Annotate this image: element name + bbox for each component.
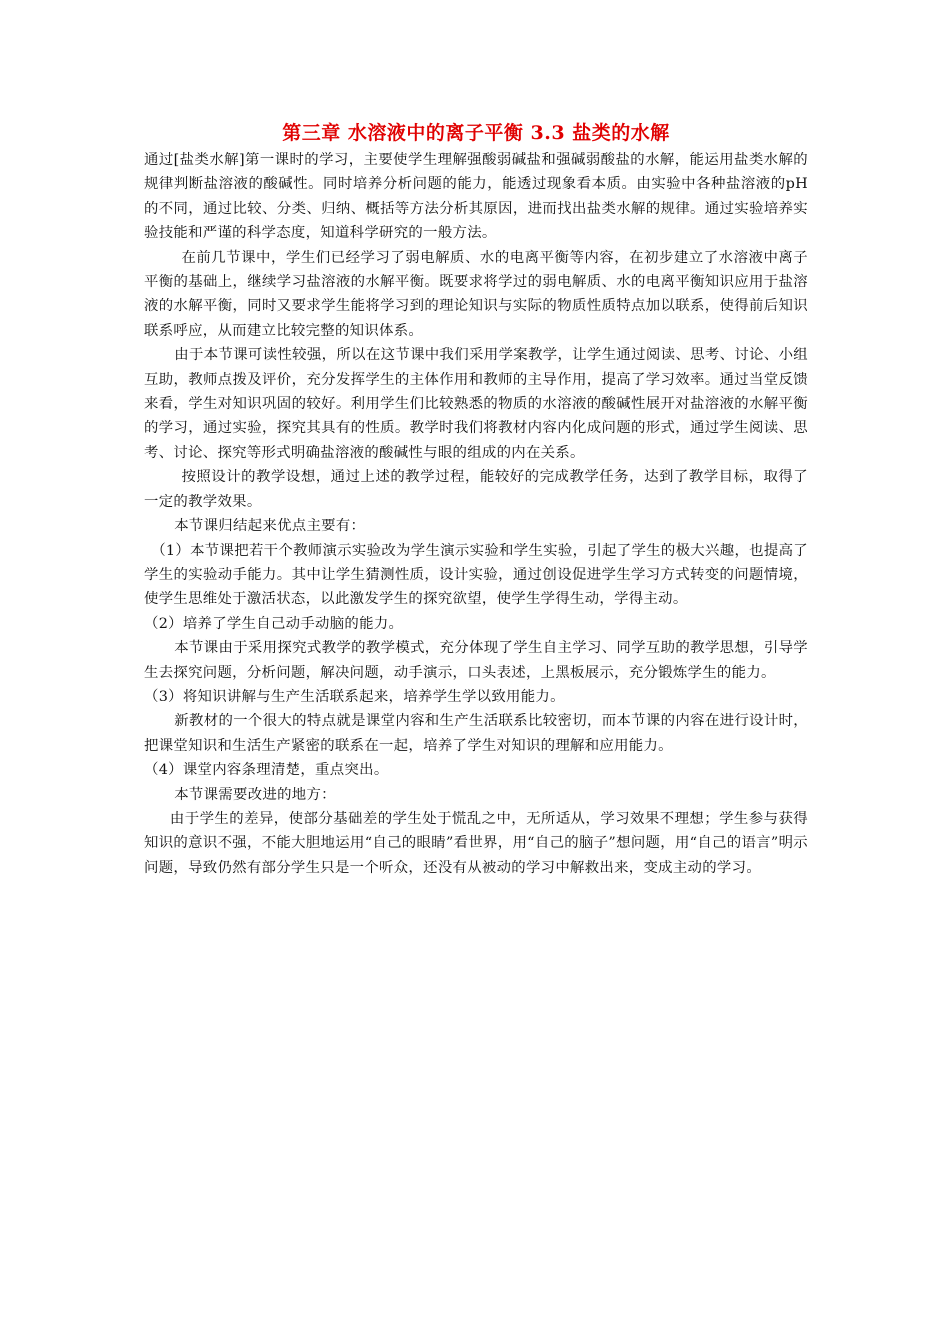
- list-item-4: （4）课堂内容条理清楚，重点突出。: [144, 762, 389, 779]
- paragraph-item-2-detail: 本节课由于采用探究式教学的教学模式，充分体现了学生自主学习、同学互助的教学思想，引导学生去探究问题，分析问题，解决问题，动手演示，口头表述，上黑板展示，充分锻炼学生的能力。: [144, 640, 808, 681]
- paragraph-advantages-heading: 本节课归结起来优点主要有：: [174, 518, 366, 535]
- paragraph-improvements: 由于学生的差异，使部分基础差的学生处于慌乱之中，无所适从，学习效果不理想；学生参与获得知识的意识不强，不能大胆地运用“自己的眼睛”看世界，用“自己的脑子”想问题，用“自己的语言”明示问题，导致仍然有部分学生只是一个听众，还没有从被动的学习中解救出来，变成主动的学习。: [144, 810, 808, 876]
- paragraph-item-3-detail: 新教材的一个很大的特点就是课堂内容和生产生活联系比较密切，而本节课的内容在进行设计时，把课堂知识和生活生产紧密的联系在一起，培养了学生对知识的理解和应用能力。: [144, 713, 808, 754]
- paragraph-intro: 通过[盐类水解]第一课时的学习，主要使学生理解强酸弱碱盐和强碱弱酸盐的水解，能运用盐类水解的规律判断盐溶液的酸碱性。同时培养分析问题的能力，能透过现象看本质。由实验中各种盐溶液的pH的不同，通过比较、分类、归纳、概括等方法分析其原因，进而找出盐类水解的规律。通过实验培养实验技能和严谨的科学态度，知道科学研究的一般方法。: [144, 152, 808, 242]
- list-item-3: （3）将知识讲解与生产生活联系起来，培养学生学以致用能力。: [144, 688, 565, 705]
- paragraph-improvements-heading: 本节课需要改进的地方：: [174, 786, 336, 803]
- list-item-2: （2）培养了学生自己动手动脑的能力。: [144, 615, 404, 632]
- list-item-1: （1）本节课把若干个教师演示实验改为学生演示实验和学生实验，引起了学生的极大兴趣，也提高了学生的实验动手能力。其中让学生猜测性质，设计实验，通过创设促进学生学习方式转变的问题情境，使学生思维处于激活状态，以此激发学生的探究欲望，使学生学得生动，学得主动。: [144, 542, 808, 608]
- page-title: 第三章 水溶液中的离子平衡 3.3 盐类的水解: [282, 122, 670, 144]
- paragraph-method: 由于本节课可读性较强，所以在这节课中我们采用学案教学，让学生通过阅读、思考、讨论、小组互助，教师点拨及评价，充分发挥学生的主体作用和教师的主导作用，提高了学习效率。通过当堂反馈来看，学生对知识巩固的较好。利用学生们比较熟悉的物质的水溶液的酸碱性展开对盐溶液的水解平衡的学习，通过实验，探究其具有的性质。教学时我们将教材内容内化成问题的形式，通过学生阅读、思考、讨论、探究等形式明确盐溶液的酸碱性与眼的组成的内在关系。: [144, 347, 808, 461]
- paragraph-background: 在前几节课中，学生们已经学习了弱电解质、水的电离平衡等内容，在初步建立了水溶液中离子平衡的基础上，继续学习盐溶液的水解平衡。既要求将学过的弱电解质、水的电离平衡知识应用于盐溶液的水解平衡，同时又要求学生能将学习到的理论知识与实际的物质性质特点加以联系，使得前后知识联系呼应，从而建立比较完整的知识体系。: [144, 249, 808, 339]
- document-page: [144, 118, 808, 880]
- paragraph-result: 按照设计的教学设想，通过上述的教学过程，能较好的完成教学任务，达到了教学目标，取得了一定的教学效果。: [144, 469, 808, 510]
